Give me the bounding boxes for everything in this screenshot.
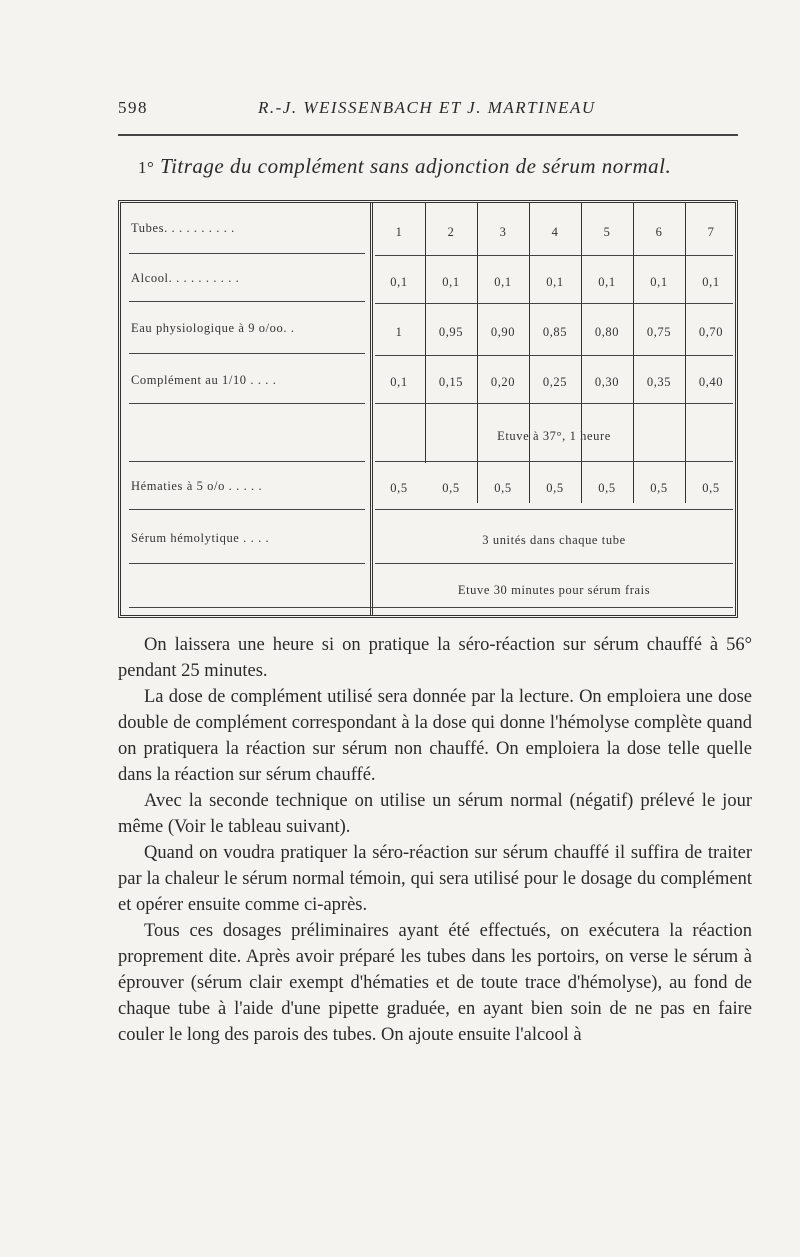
row-rule (129, 607, 733, 608)
paragraph: On laissera une heure si on pratique la séro-réaction sur sérum chauffé à 56° pendant 25 minutes. (118, 635, 752, 681)
row-rule (375, 355, 733, 356)
cell-alcool: 0,1 (650, 275, 668, 289)
cell-alcool: 0,1 (546, 275, 564, 289)
serum-units-note: 3 unités dans chaque tube (482, 533, 626, 547)
row-rule (375, 509, 733, 510)
etuve-30-note: Etuve 30 minutes pour sérum frais (457, 583, 651, 597)
row-rule (375, 563, 733, 564)
row-label-eau: Eau physiologique à 9 o/oo. . (131, 321, 295, 335)
cell-alcool: 0,1 (598, 275, 616, 289)
cell-eau: 1 (395, 325, 403, 339)
cell-tube-number: 3 (499, 225, 507, 239)
cell-eau: 0,75 (646, 325, 672, 339)
column-line (529, 203, 530, 503)
row-rule (129, 403, 365, 404)
cell-complement: 0,30 (594, 375, 620, 389)
row-rule (129, 563, 365, 564)
row-rule (129, 353, 365, 354)
cell-eau: 0,80 (594, 325, 620, 339)
cell-complement: 0,40 (698, 375, 724, 389)
column-line (581, 203, 582, 503)
paragraph: Tous ces dosages préliminaires ayant été effectués, on exécutera la réaction proprement dite. Après avoir préparé les tubes dans les portoirs, on verse le sérum à éprouver (sérum clair exempt d'hématies et de toute trace d'hémolyse), au fond de chaque tube à l'aide d'une pipette graduée, en ayant bien soin de ne pas en faire couler le long des parois des tubes. On ajoute ensuite l'alcool à (118, 921, 752, 1045)
cell-hematies: 0,5 (598, 481, 616, 495)
paragraph: Quand on voudra pratiquer la séro-réaction sur sérum chauffé il suffira de traiter par la chaleur le sérum normal témoin, qui sera utilisé pour le dosage du complément et opérer ensuite comme ci-après. (118, 843, 752, 915)
row-rule (375, 461, 733, 462)
row-label-tubes: Tubes. . . . . . . . . . (131, 221, 235, 235)
row-rule (375, 303, 733, 304)
section-title-text: Titrage du complément sans adjonction de sérum normal. (160, 154, 672, 178)
body-text (118, 632, 752, 1048)
cell-alcool: 0,1 (390, 275, 408, 289)
cell-hematies: 0,5 (650, 481, 668, 495)
cell-tube-number: 4 (551, 225, 559, 239)
cell-alcool: 0,1 (494, 275, 512, 289)
row-rule (129, 509, 365, 510)
paragraph: La dose de complément utilisé sera donnée par la lecture. On emploiera une dose double de complément correspondant à la dose qui donne l'hémolyse complète quand on pratiquera la réaction sur sérum non chauffé. On emploiera la dose telle quelle dans la réaction sur sérum chauffé. (118, 687, 752, 785)
cell-eau: 0,95 (438, 325, 464, 339)
row-rule (129, 461, 365, 462)
cell-alcool: 0,1 (442, 275, 460, 289)
cell-complement: 0,20 (490, 375, 516, 389)
cell-complement: 0,15 (438, 375, 464, 389)
table-divider (370, 203, 373, 615)
paragraph: Avec la seconde technique on utilise un sérum normal (négatif) prélevé le jour même (Voir le tableau suivant). (118, 791, 752, 837)
cell-complement: 0,35 (646, 375, 672, 389)
etuve-37-note: Etuve à 37°, 1 heure (497, 429, 611, 443)
cell-hematies: 0,5 (442, 481, 460, 495)
cell-tube-number: 6 (655, 225, 663, 239)
column-line (633, 203, 634, 503)
cell-eau: 0,85 (542, 325, 568, 339)
column-line (477, 203, 478, 503)
cell-tube-number: 2 (447, 225, 455, 239)
section-title (138, 154, 758, 179)
cell-tube-number: 5 (603, 225, 611, 239)
row-label-hematies: Hématies à 5 o/o . . . . . (131, 479, 263, 493)
cell-eau: 0,70 (698, 325, 724, 339)
row-rule (129, 253, 365, 254)
column-line (685, 203, 686, 503)
row-label-complement: Complément au 1/10 . . . . (131, 373, 277, 387)
cell-tube-number: 7 (707, 225, 715, 239)
cell-complement: 0,1 (390, 375, 408, 389)
cell-alcool: 0,1 (702, 275, 720, 289)
section-number: 1° (138, 158, 155, 177)
cell-hematies: 0,5 (702, 481, 720, 495)
cell-complement: 0,25 (542, 375, 568, 389)
cell-hematies: 0,5 (546, 481, 564, 495)
cell-hematies: 0,5 (494, 481, 512, 495)
running-head: R.-J. WEISSENBACH ET J. MARTINEAU (258, 98, 596, 117)
cell-hematies: 0,5 (390, 481, 408, 495)
page-number: 598 (118, 98, 148, 117)
row-label-alcool: Alcool. . . . . . . . . . (131, 271, 240, 285)
cell-eau: 0,90 (490, 325, 516, 339)
row-rule (375, 255, 733, 256)
cell-tube-number: 1 (395, 225, 403, 239)
titration-table (118, 200, 738, 618)
row-rule (129, 301, 365, 302)
header-rule (118, 134, 738, 136)
row-label-serum: Sérum hémolytique . . . . (131, 531, 270, 545)
row-rule (375, 403, 733, 404)
